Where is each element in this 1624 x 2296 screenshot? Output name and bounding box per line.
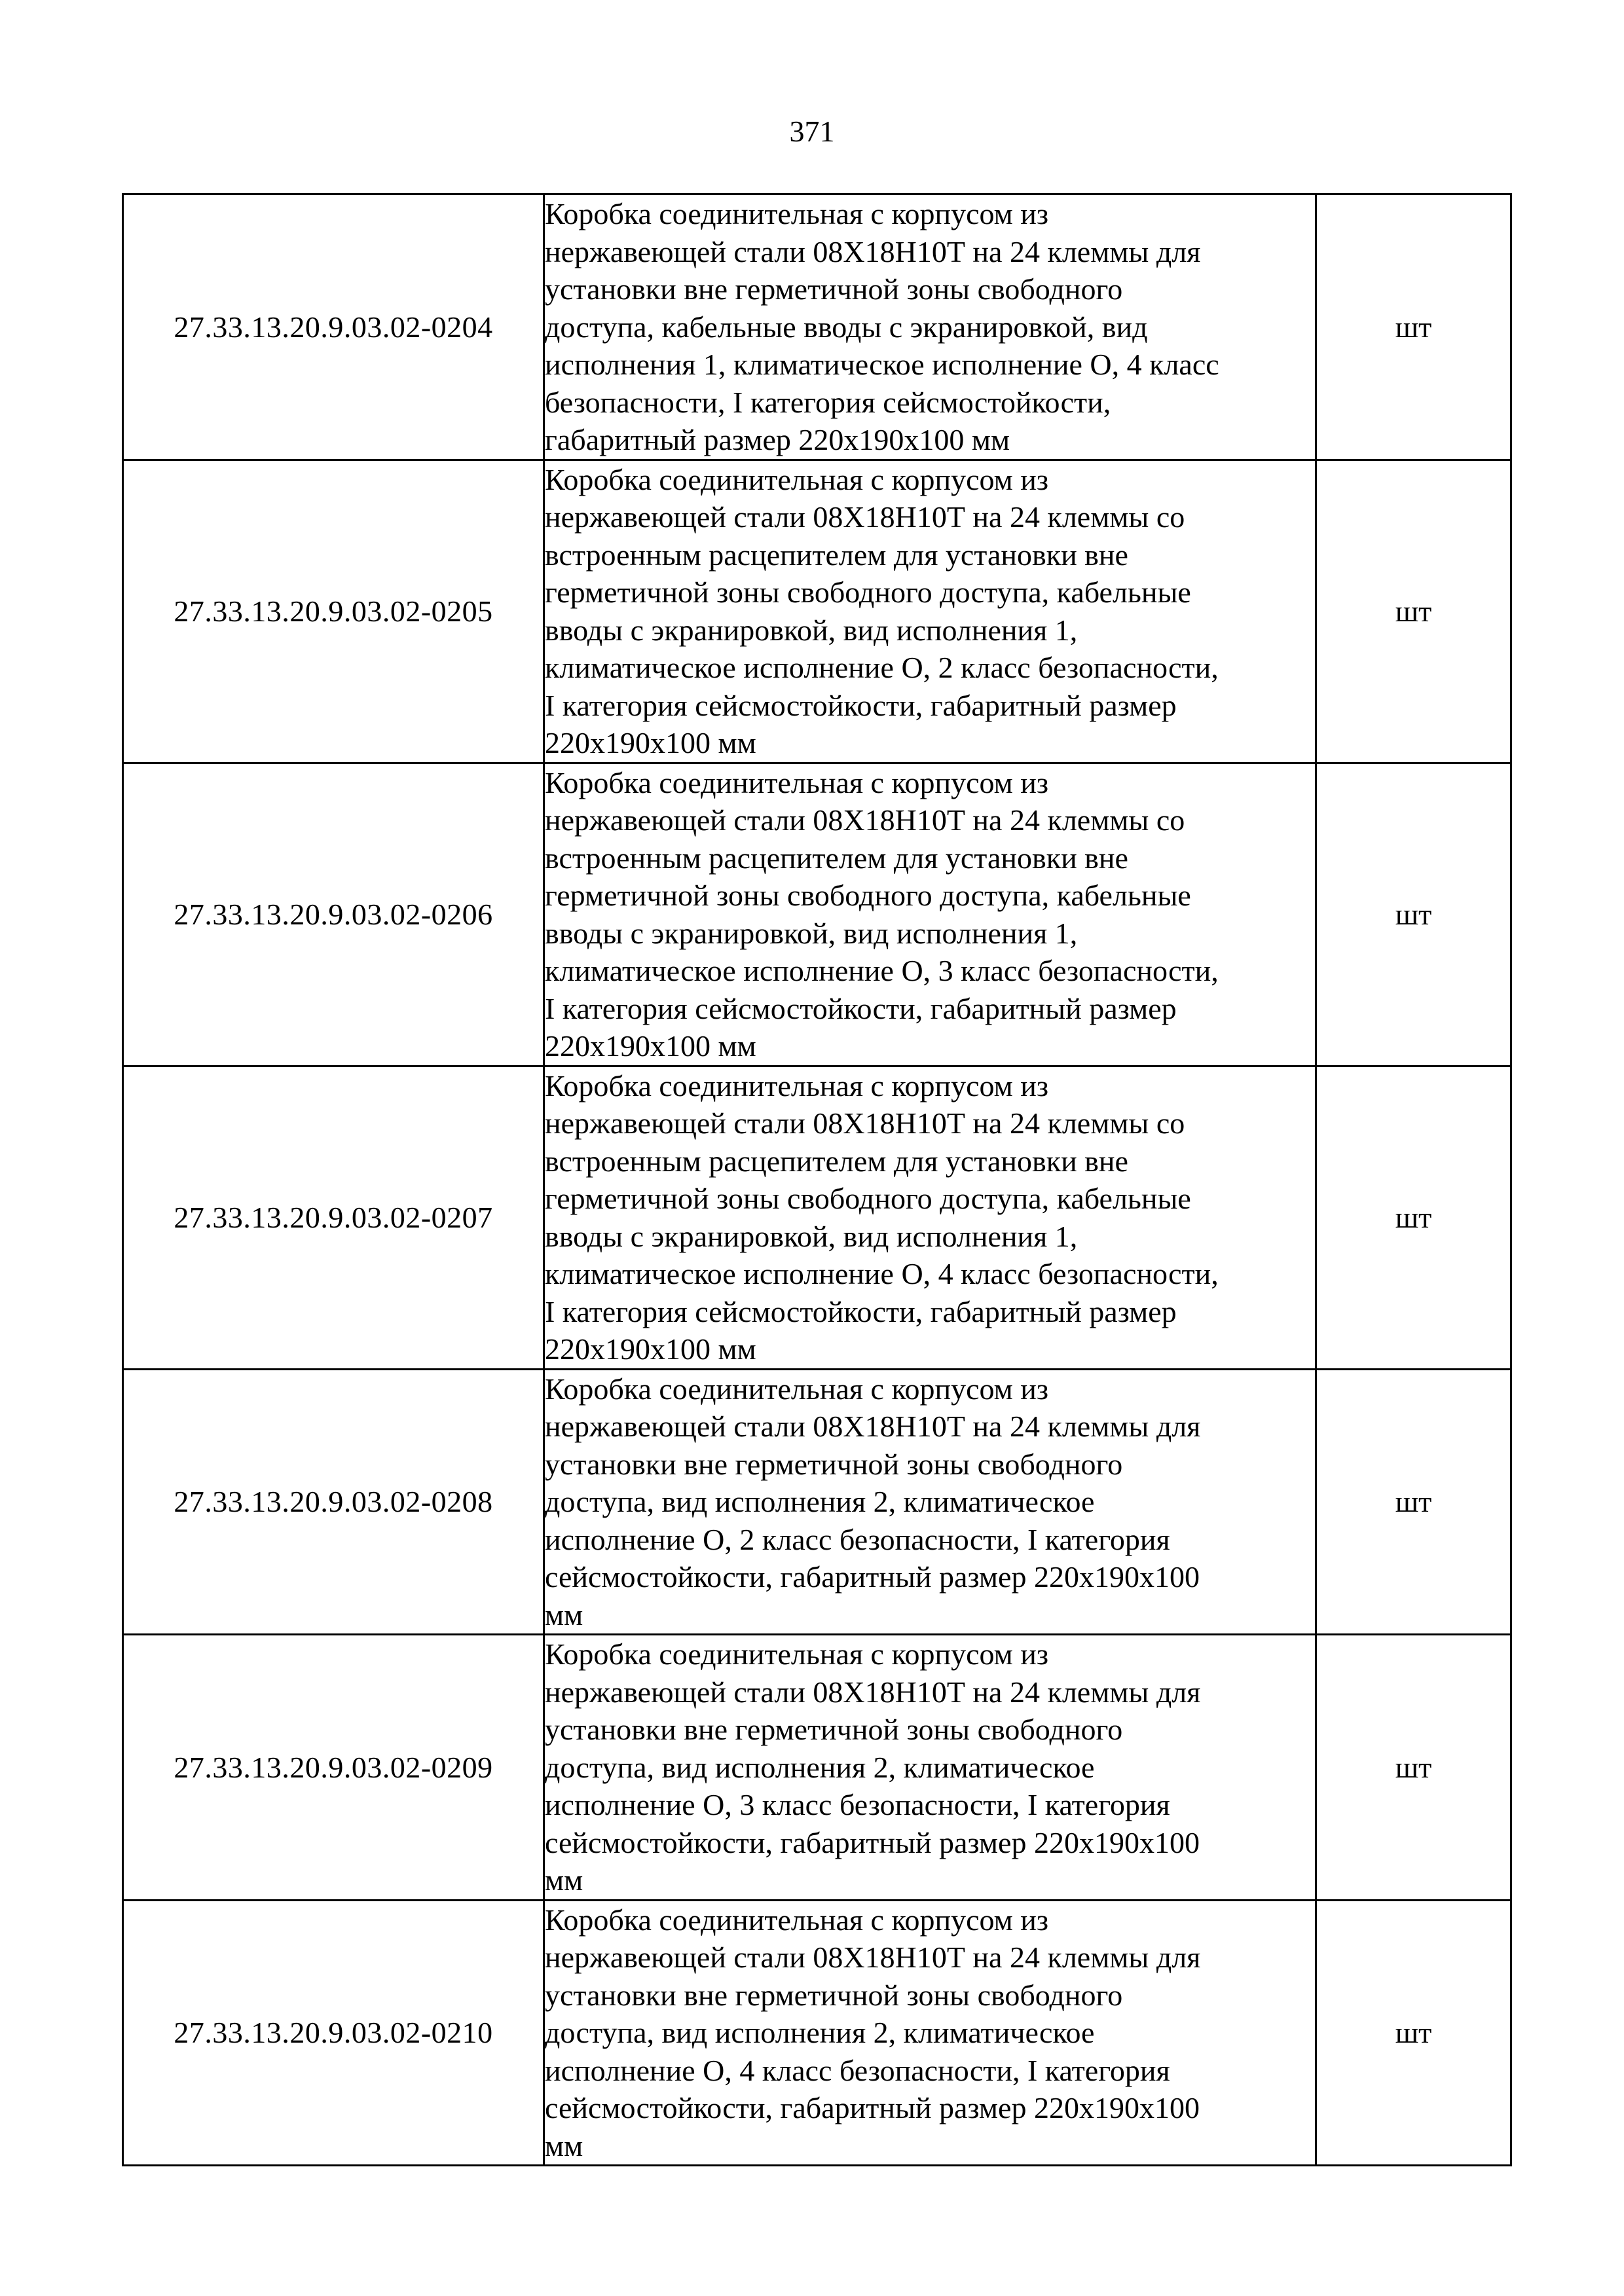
item-description-line: Коробка соединительная с корпусом из [545, 1903, 1049, 1937]
item-description-line: доступа, вид исполнения 2, климатическое [545, 1750, 1095, 1784]
item-code-cell: 27.33.13.20.9.03.02-0205 [123, 460, 544, 763]
item-description-cell [544, 1369, 1316, 1635]
item-description-line: нержавеющей стали 08Х18Н10Т на 24 клеммы для [545, 1410, 1201, 1443]
table-row [123, 763, 1511, 1066]
item-description-line: нержавеющей стали 08Х18Н10Т на 24 клеммы со [545, 1106, 1185, 1140]
table-row [123, 1066, 1511, 1369]
item-unit-cell: шт [1316, 194, 1511, 460]
item-description-line: встроенным расцепителем для установки вне [545, 538, 1128, 572]
table-row [123, 194, 1511, 460]
item-description-line: встроенным расцепителем для установки вне [545, 841, 1128, 875]
item-description-line: доступа, вид исполнения 2, климатическое [545, 2016, 1095, 2049]
item-unit-cell: шт [1316, 460, 1511, 763]
item-description-line: климатическое исполнение О, 3 класс безопасности, [545, 954, 1219, 987]
item-code-cell: 27.33.13.20.9.03.02-0208 [123, 1369, 544, 1635]
item-unit-cell: шт [1316, 1369, 1511, 1635]
item-description-cell [544, 763, 1316, 1066]
table-row [123, 1635, 1511, 1901]
item-unit-cell: шт [1316, 1635, 1511, 1901]
page-number: 371 [789, 115, 835, 148]
item-description-line: I категория сейсмостойкости, габаритный размер [545, 1294, 1177, 1328]
item-description-line: Коробка соединительная с корпусом из [545, 462, 1049, 496]
item-description-line: нержавеющей стали 08Х18Н10Т на 24 клеммы для [545, 234, 1201, 268]
item-unit-cell: шт [1316, 1900, 1511, 2166]
item-description-line: доступа, кабельные вводы с экранировкой, вид [545, 310, 1148, 344]
item-description-line: установки вне герметичной зоны свободного [545, 272, 1123, 306]
item-description-line: мм [545, 2128, 583, 2162]
item-description-line: мм [545, 1597, 583, 1631]
item-description-line: доступа, вид исполнения 2, климатическое [545, 1485, 1095, 1518]
item-description-line: установки вне герметичной зоны свободного [545, 1447, 1123, 1481]
item-description-line: Коробка соединительная с корпусом из [545, 197, 1049, 230]
item-description-line: климатическое исполнение О, 4 класс безопасности, [545, 1257, 1219, 1290]
item-description-line: 220х190х100 мм [545, 1029, 756, 1063]
item-description-line: I категория сейсмостойкости, габаритный размер [545, 991, 1177, 1025]
item-description-line: исполнение О, 2 класс безопасности, I категория [545, 1522, 1170, 1556]
item-description-cell [544, 1066, 1316, 1369]
item-code-cell: 27.33.13.20.9.03.02-0206 [123, 763, 544, 1066]
item-description-line: вводы с экранировкой, вид исполнения 1, [545, 916, 1078, 950]
item-description-cell [544, 1635, 1316, 1901]
item-code-cell: 27.33.13.20.9.03.02-0210 [123, 1900, 544, 2166]
item-description-line: встроенным расцепителем для установки вне [545, 1144, 1128, 1178]
item-description-line: герметичной зоны свободного доступа, кабельные [545, 1182, 1191, 1215]
specification-table [122, 193, 1512, 2166]
item-description-line: исполнения 1, климатическое исполнение О, 4 класс [545, 348, 1219, 381]
item-description-line: Коробка соединительная с корпусом из [545, 1637, 1049, 1671]
item-description-line: Коробка соединительная с корпусом из [545, 1068, 1049, 1102]
item-description-line: 220х190х100 мм [545, 1332, 756, 1366]
item-description-line: габаритный размер 220х190х100 мм [545, 423, 1010, 456]
item-code-cell: 27.33.13.20.9.03.02-0204 [123, 194, 544, 460]
item-description-line: установки вне герметичной зоны свободного [545, 1978, 1123, 2012]
item-description-line: сейсмостойкости, габаритный размер 220х190х100 [545, 1560, 1200, 1594]
item-code-cell: 27.33.13.20.9.03.02-0207 [123, 1066, 544, 1369]
item-description-line: вводы с экранировкой, вид исполнения 1, [545, 613, 1078, 647]
item-description-cell [544, 460, 1316, 763]
item-description-line: сейсмостойкости, габаритный размер 220х190х100 [545, 2091, 1200, 2124]
table-row [123, 1900, 1511, 2166]
table-row [123, 460, 1511, 763]
item-description-line: 220х190х100 мм [545, 726, 756, 759]
item-description-line: сейсмостойкости, габаритный размер 220х190х100 [545, 1825, 1200, 1859]
item-description-cell [544, 1900, 1316, 2166]
item-description-cell [544, 194, 1316, 460]
item-unit-cell: шт [1316, 1066, 1511, 1369]
item-description-line: исполнение О, 3 класс безопасности, I категория [545, 1788, 1170, 1821]
item-description-line: установки вне герметичной зоны свободного [545, 1713, 1123, 1746]
table-row [123, 1369, 1511, 1635]
item-description-line: герметичной зоны свободного доступа, кабельные [545, 879, 1191, 912]
item-description-line: нержавеющей стали 08Х18Н10Т на 24 клеммы для [545, 1675, 1201, 1709]
item-code-cell: 27.33.13.20.9.03.02-0209 [123, 1635, 544, 1901]
item-description-line: мм [545, 1863, 583, 1897]
item-description-line: герметичной зоны свободного доступа, кабельные [545, 575, 1191, 609]
item-description-line: нержавеющей стали 08Х18Н10Т на 24 клеммы со [545, 500, 1185, 534]
item-unit-cell: шт [1316, 763, 1511, 1066]
specification-table-body [123, 194, 1511, 2166]
item-description-line: исполнение О, 4 класс безопасности, I категория [545, 2053, 1170, 2087]
item-description-line: Коробка соединительная с корпусом из [545, 1372, 1049, 1406]
item-description-line: Коробка соединительная с корпусом из [545, 765, 1049, 799]
item-description-line: безопасности, I категория сейсмостойкости, [545, 385, 1111, 419]
item-description-line: I категория сейсмостойкости, габаритный размер [545, 688, 1177, 722]
item-description-line: климатическое исполнение О, 2 класс безопасности, [545, 651, 1219, 684]
item-description-line: нержавеющей стали 08Х18Н10Т на 24 клеммы для [545, 1941, 1201, 1974]
item-description-line: вводы с экранировкой, вид исполнения 1, [545, 1219, 1078, 1253]
item-description-line: нержавеющей стали 08Х18Н10Т на 24 клеммы со [545, 803, 1185, 837]
